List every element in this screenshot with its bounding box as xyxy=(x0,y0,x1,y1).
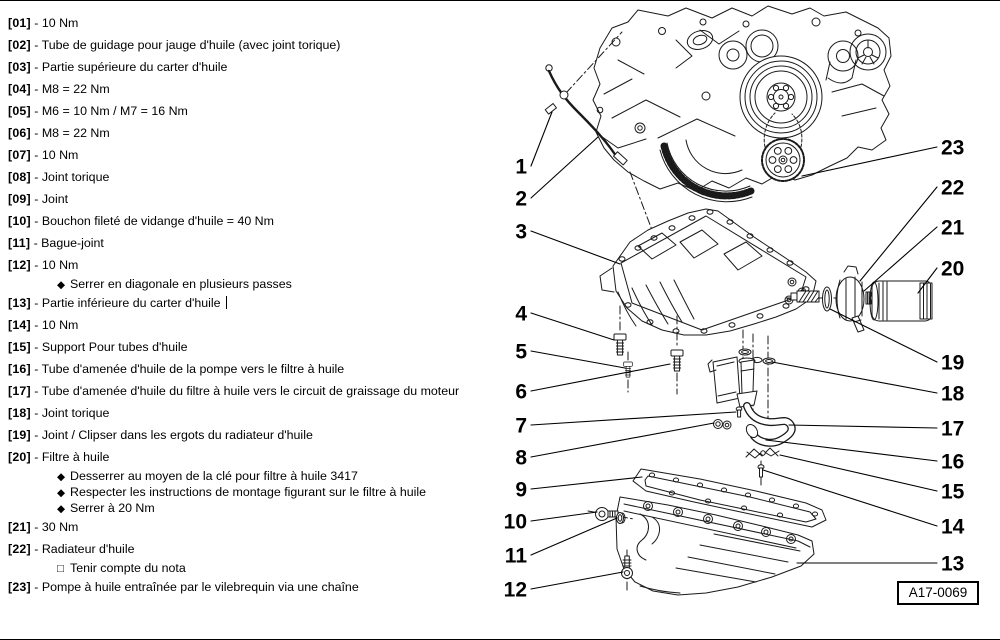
part-subnote: ◆ Respecter les instructions de montage figurant sur le filtre à huile xyxy=(57,485,427,499)
part-item-02: [02] - Tube de guidage pour jauge d'huile (avec joint torique) xyxy=(8,38,341,52)
part-item-03: [03] - Partie supérieure du carter d'huile xyxy=(8,60,228,74)
part-item-13: [13] - Partie inférieure du carter d'huile xyxy=(8,292,528,314)
callout-leader-12 xyxy=(531,572,623,589)
part-item-19: [19] - Joint / Clipser dans les ergots du radiateur d'huile xyxy=(8,428,313,442)
part-number: [04] xyxy=(8,82,31,96)
callout-number-17: 17 xyxy=(941,417,965,441)
callout-number-19: 19 xyxy=(941,351,965,375)
part-number: [13] xyxy=(8,296,31,310)
bolt-4 xyxy=(614,334,626,355)
callout-leader-1 xyxy=(531,112,552,166)
callout-number-3: 3 xyxy=(515,220,527,244)
diamond-bullet: ◆ xyxy=(57,503,66,515)
callout-leader-4 xyxy=(531,313,614,340)
callout-number-6: 6 xyxy=(515,380,527,404)
figure-code-box xyxy=(897,581,979,605)
part-subnote: □ Tenir compte du nota xyxy=(57,561,186,575)
callout-number-15: 15 xyxy=(941,480,965,504)
callout-number-1: 1 xyxy=(515,155,527,179)
callout-number-2: 2 xyxy=(515,187,527,211)
callout-number-16: 16 xyxy=(941,450,965,474)
part-subnote: ◆ Serrer en diagonale en plusieurs passes xyxy=(57,277,292,291)
upper-oil-pan xyxy=(600,209,816,335)
callout-leader-6 xyxy=(531,364,670,391)
callout-number-8: 8 xyxy=(515,446,527,470)
callout-leader-7 xyxy=(531,412,736,425)
callout-number-23: 23 xyxy=(941,136,965,160)
part-item-17: [17] - Tube d'amenée d'huile du filtre à huile vers le circuit de graissage du moteur xyxy=(8,384,460,398)
part-number: [21] xyxy=(8,520,31,534)
crankshaft-pulley xyxy=(740,56,822,138)
part-number: [02] xyxy=(8,38,31,52)
part-number: [16] xyxy=(8,362,31,376)
callout-leader-23 xyxy=(802,147,937,176)
part-number: [06] xyxy=(8,126,31,140)
diamond-bullet: ◆ xyxy=(57,279,66,291)
part-number: [14] xyxy=(8,318,31,332)
part-item-22: [22] - Radiateur d'huile xyxy=(8,542,135,556)
part-item-20: [20] - Filtre à huile xyxy=(8,450,110,464)
part-item-08: [08] - Joint torique xyxy=(8,170,110,184)
part-item-10: [10] - Bouchon fileté de vidange d'huile = 40 Nm xyxy=(8,214,274,228)
part-number: [05] xyxy=(8,104,31,118)
callout-number-7: 7 xyxy=(515,414,527,438)
callout-number-14: 14 xyxy=(941,515,965,539)
part-number: [20] xyxy=(8,450,31,464)
part-item-11: [11] - Bague-joint xyxy=(8,236,104,250)
oil-cooler-seal xyxy=(823,287,832,311)
oil-pipe-assembly xyxy=(708,330,792,486)
part-number: [01] xyxy=(8,16,31,30)
part-item-04: [04] - M8 = 22 Nm xyxy=(8,82,110,96)
part-number: [12] xyxy=(8,258,31,272)
callout-leader-18 xyxy=(772,362,937,393)
callout-number-21: 21 xyxy=(941,216,965,240)
callout-number-11: 11 xyxy=(504,544,527,568)
square-bullet: □ xyxy=(57,563,64,575)
part-subnote: ◆ Desserrer au moyen de la clé pour filtre à huile 3417 xyxy=(57,469,358,483)
filter-stud xyxy=(791,291,819,302)
part-item-14: [14] - 10 Nm xyxy=(8,318,79,332)
diamond-bullet: ◆ xyxy=(57,471,66,483)
part-number: [09] xyxy=(8,192,31,206)
callout-leader-5 xyxy=(531,351,625,368)
part-item-21: [21] - 30 Nm xyxy=(8,520,79,534)
oil-cooler xyxy=(836,266,864,332)
callout-number-18: 18 xyxy=(941,382,965,406)
bolt-6 xyxy=(671,350,683,371)
callout-number-5: 5 xyxy=(515,340,527,364)
part-number: [18] xyxy=(8,406,31,420)
part-item-05: [05] - M6 = 10 Nm / M7 = 16 Nm xyxy=(8,104,188,118)
callout-number-22: 22 xyxy=(941,176,965,200)
part-number: [11] xyxy=(8,236,31,250)
diamond-bullet: ◆ xyxy=(57,487,66,499)
flywheel-ring-gear xyxy=(660,140,752,202)
part-item-16: [16] - Tube d'amenée d'huile de la pompe vers le filtre à huile xyxy=(8,362,345,376)
part-number: [15] xyxy=(8,340,31,354)
bolt-5 xyxy=(624,362,633,377)
part-number: [08] xyxy=(8,170,31,184)
callout-leader-10 xyxy=(531,512,597,521)
part-item-23: [23] - Pompe à huile entraînée par le vilebrequin via une chaîne xyxy=(8,580,359,594)
part-number: [23] xyxy=(8,580,31,594)
callout-leader-8 xyxy=(531,423,714,457)
callout-number-4: 4 xyxy=(515,302,527,326)
callout-leader-3 xyxy=(531,231,620,264)
part-item-06: [06] - M8 = 22 Nm xyxy=(8,126,110,140)
figure-code: A17-0069 xyxy=(908,585,968,600)
callout-number-12: 12 xyxy=(503,578,527,602)
part-item-12: [12] - 10 Nm xyxy=(8,258,79,272)
callout-leader-2 xyxy=(531,137,598,198)
callout-leader-17 xyxy=(789,425,937,428)
part-item-18: [18] - Joint torique xyxy=(8,406,110,420)
part-item-07: [07] - 10 Nm xyxy=(8,148,79,162)
callout-number-9: 9 xyxy=(515,478,527,502)
callout-leader-9 xyxy=(531,477,642,489)
part-item-01: [01] - 10 Nm xyxy=(8,16,79,30)
part-number: [10] xyxy=(8,214,31,228)
callout-number-10: 10 xyxy=(503,510,527,534)
part-number: [03] xyxy=(8,60,31,74)
callout-leader-11 xyxy=(531,518,617,555)
callout-number-20: 20 xyxy=(941,257,965,281)
part-number: [19] xyxy=(8,428,31,442)
callout-number-13: 13 xyxy=(941,552,965,576)
part-number: [22] xyxy=(8,542,31,556)
callout-leader-22 xyxy=(860,187,937,281)
part-number: [07] xyxy=(8,148,31,162)
part-number: [17] xyxy=(8,384,31,398)
callout-leader-15 xyxy=(780,455,937,491)
part-subnote: ◆ Serrer à 20 Nm xyxy=(57,501,155,515)
part-item-15: [15] - Support Pour tubes d'huile xyxy=(8,340,188,354)
part-item-09: [09] - Joint xyxy=(8,192,69,206)
